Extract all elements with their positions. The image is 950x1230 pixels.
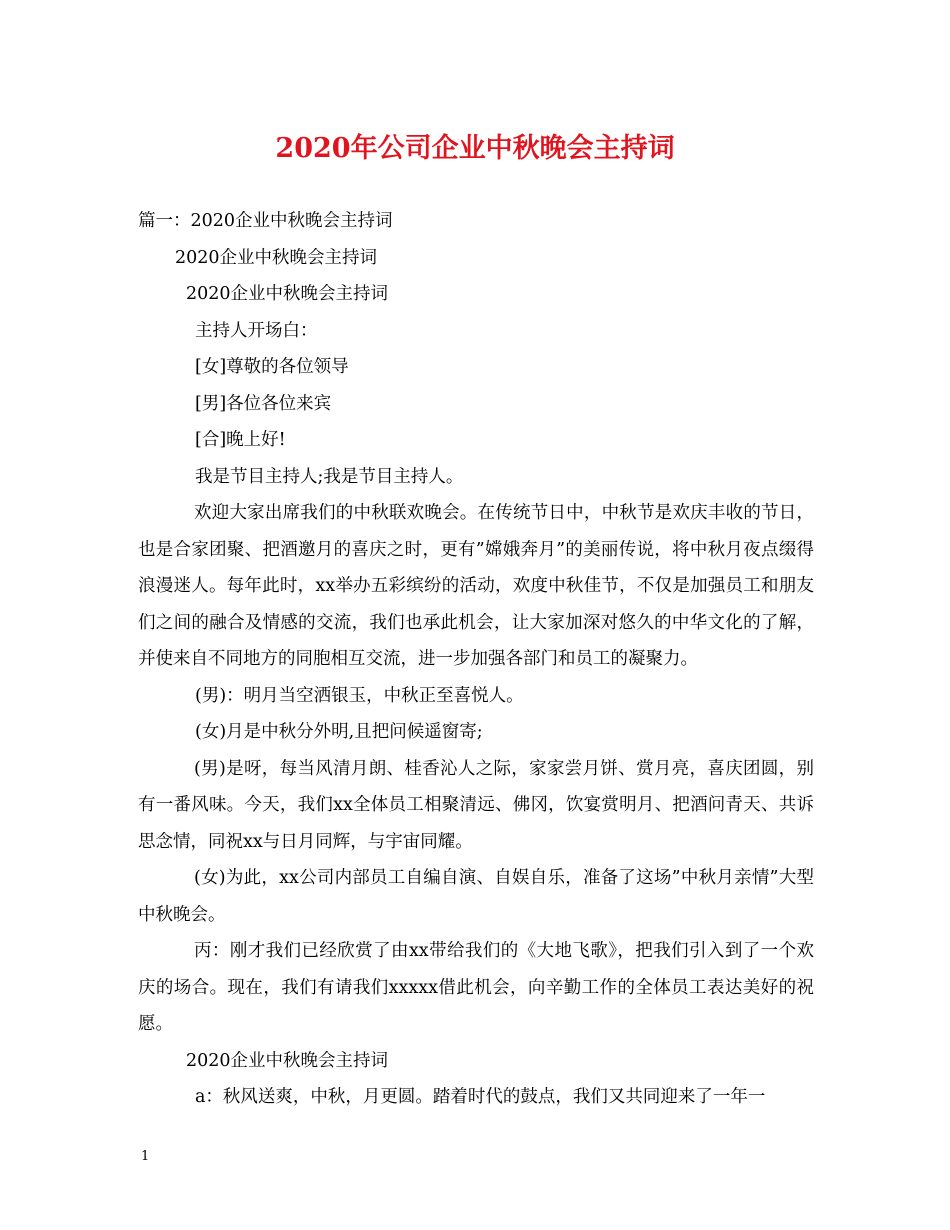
paragraph: 欢迎大家出席我们的中秋联欢晚会。在传统节日中，中秋节是欢庆丰收的节日，也是合家团聚、把酒邀月的喜庆之时，更有”嫦娥奔月”的美丽传说，将中秋月夜点缀得浪漫迷人。每年此时，xx举办五彩缤纷的活动，欢度中秋佳节，不仅是加强员工和朋友们之间的融合及情感的交流，我们也承此机会，让大家加深对悠久的中华文化的了解，并使来自不同地方的同胞相互交流，进一步加强各部门和员工的凝聚力。: [138, 503, 814, 669]
page-number: 1: [141, 1149, 150, 1164]
section-heading: 篇一：2020企业中秋晚会主持词: [138, 211, 393, 231]
text-line: [男]各位各位来宾: [195, 393, 332, 414]
text-line: (男)：明月当空洒银玉，中秋正至喜悦人。: [195, 685, 524, 706]
subheading: 2020企业中秋晚会主持词: [186, 1050, 389, 1071]
subheading: 2020企业中秋晚会主持词: [175, 247, 378, 268]
text-line: [合]晚上好!: [195, 430, 286, 450]
text-line: 主持人开场白：: [195, 320, 318, 341]
text-line: 我是节目主持人;我是节目主持人。: [195, 466, 464, 487]
text-line: a：秋风送爽，中秋，月更圆。踏着时代的鼓点，我们又共同迎来了一年一: [195, 1087, 766, 1107]
text-line: [女]尊敬的各位领导: [195, 357, 349, 377]
paragraph: (女)为此，xx公司内部员工自编自演、自娱自乐，准备了这场”中秋月亲情”大型中秋晚会。: [138, 868, 814, 925]
paragraph: (男)是呀，每当风清月朗、桂香沁人之际，家家尝月饼、赏月亮，喜庆团圆，别有一番风味。今天，我们xx全体员工相聚清远、佛冈，饮宴赏明月、把酒问青天、共诉思念情，同祝xx与日月同辉，与宇宙同耀。: [138, 758, 814, 852]
paragraph: 丙：刚才我们已经欣赏了由xx带给我们的《大地飞歌》，把我们引入到了一个欢庆的场合。现在，我们有请我们xxxxx借此机会，向辛勤工作的全体员工表达美好的祝愿。: [138, 941, 814, 1034]
document-title: 2020年公司企业中秋晚会主持词: [275, 133, 675, 164]
subheading: 2020企业中秋晚会主持词: [186, 284, 389, 304]
document-body: [138, 203, 814, 1116]
text-line: (女)月是中秋分外明,且把问候遥窗寄;: [195, 722, 483, 742]
